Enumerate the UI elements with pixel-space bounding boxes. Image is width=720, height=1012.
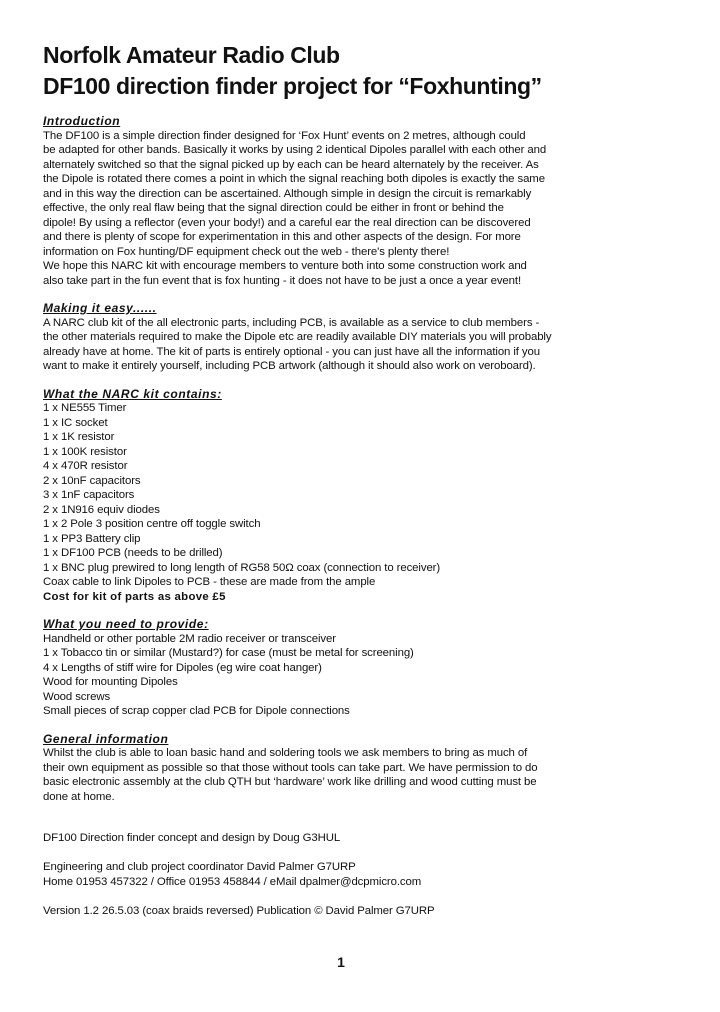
intro-line: We hope this NARC kit with encourage members to venture both into some construction work and [43,260,527,272]
intro-line: be adapted for other bands. Basically it works by using 2 identical Dipoles parallel with each other and [43,144,547,156]
kit-item: Coax cable to link Dipoles to PCB - these are made from the ample [43,576,376,588]
making-line: A NARC club kit of the all electronic parts, including PCB, is available as a service to club members - [43,316,540,329]
making-it-easy-heading: Making it easy...... [43,301,157,315]
intro-line: and in this way the direction can be ascertained. Although simple in design the circuit is remarkably [43,187,532,200]
kit-item: 1 x PP3 Battery clip [43,532,141,545]
need-to-provide-list [43,632,588,719]
introduction-heading: Introduction [43,114,121,128]
credit-contact: Home 01953 457322 / Office 01953 458844 / eMail dpalmer@dcpmicro.com [43,875,422,888]
intro-line: alternately switched so that the signal picked up by each can be heard alternately by the receiver. As [43,158,539,171]
kit-contents-list [43,401,588,604]
kit-item: 2 x 1N916 equiv diodes [43,503,160,516]
making-line: already have at home. The kit of parts is entirely optional - you can just have all the information if you [43,345,540,358]
kit-item: 3 x 1nF capacitors [43,489,135,501]
kit-contents-heading: What the NARC kit contains: [43,386,222,401]
version-line: Version 1.2 26.5.03 (coax braids reversed) Publication © David Palmer G7URP [43,904,435,917]
intro-line: The DF100 is a simple direction finder designed for ‘Fox Hunt’ events on 2 metres, although could [43,129,526,142]
kit-item: 1 x DF100 PCB (needs to be drilled) [43,547,223,559]
intro-line: and there is plenty of scope for experimentation in this and other aspects of the design. For more [43,231,521,243]
introduction-body [43,129,588,289]
intro-line: also take part in the fun event that is fox hunting - it does not have to be just a once a year event! [43,274,522,287]
credit-coordinator: Engineering and club project coordinator David Palmer G7URP [43,861,356,873]
kit-item: 1 x 100K resistor [43,445,127,458]
document-page [43,40,588,918]
provide-item: Wood for mounting Dipoles [43,676,178,688]
kit-item: 1 x 2 Pole 3 position centre off toggle switch [43,518,261,530]
provide-item: 4 x Lengths of stiff wire for Dipoles (eg wire coat hanger) [43,661,322,674]
provide-item: 1 x Tobacco tin or similar (Mustard?) for case (must be metal for screening) [43,647,414,659]
general-line: Whilst the club is able to loan basic hand and soldering tools we ask members to bring as much of [43,747,528,759]
need-to-provide-heading: What you need to provide: [43,617,209,631]
title-line-2: DF100 direction finder project for “Foxhunting” [43,73,542,99]
kit-item: 1 x 1K resistor [43,431,115,443]
credits [43,831,588,918]
kit-item: 1 x BNC plug prewired to long length of RG58 50Ω coax (connection to receiver) [43,561,441,574]
intro-line: effective, the only real flaw being that the signal direction could be either in front or behind the [43,202,504,214]
kit-item: 4 x 470R resistor [43,460,128,472]
provide-item: Small pieces of scrap copper clad PCB for Dipole connections [43,705,350,717]
making-line: want to make it entirely yourself, including PCB artwork (although it should also work on veroboard). [43,360,536,372]
general-line: done at home. [43,790,115,803]
general-information-heading: General information [43,731,169,746]
kit-item: 1 x IC socket [43,416,108,429]
provide-item: Handheld or other portable 2M radio receiver or transceiver [43,632,336,645]
kit-cost: Cost for kit of parts as above £5 [43,590,226,603]
general-information-body [43,746,588,804]
credit-concept: DF100 Direction finder concept and design by Doug G3HUL [43,832,341,844]
intro-line: the Dipole is rotated there comes a point in which the signal reaching both dipoles is exactly the same [43,173,545,185]
making-line: the other materials required to make the Dipole etc are readily available DIY materials you will probably [43,331,552,343]
kit-item: 1 x NE555 Timer [43,402,127,414]
making-it-easy-body [43,316,588,374]
general-line: basic electronic assembly at the club QTH but ‘hardware’ work like drilling and wood cutting must be [43,776,537,788]
title-line-1: Norfolk Amateur Radio Club [43,42,340,68]
provide-item: Wood screws [43,690,111,703]
kit-item: 2 x 10nF capacitors [43,474,141,487]
general-line: their own equipment as possible so that those without tools can take part. We have permission to do [43,761,538,774]
page-number: 1 [337,954,345,970]
intro-line: information on Fox hunting/DF equipment check out the web - there's plenty there! [43,245,450,258]
intro-line: dipole! By using a reflector (even your body!) and a careful ear the real direction can be discovered [43,216,531,229]
